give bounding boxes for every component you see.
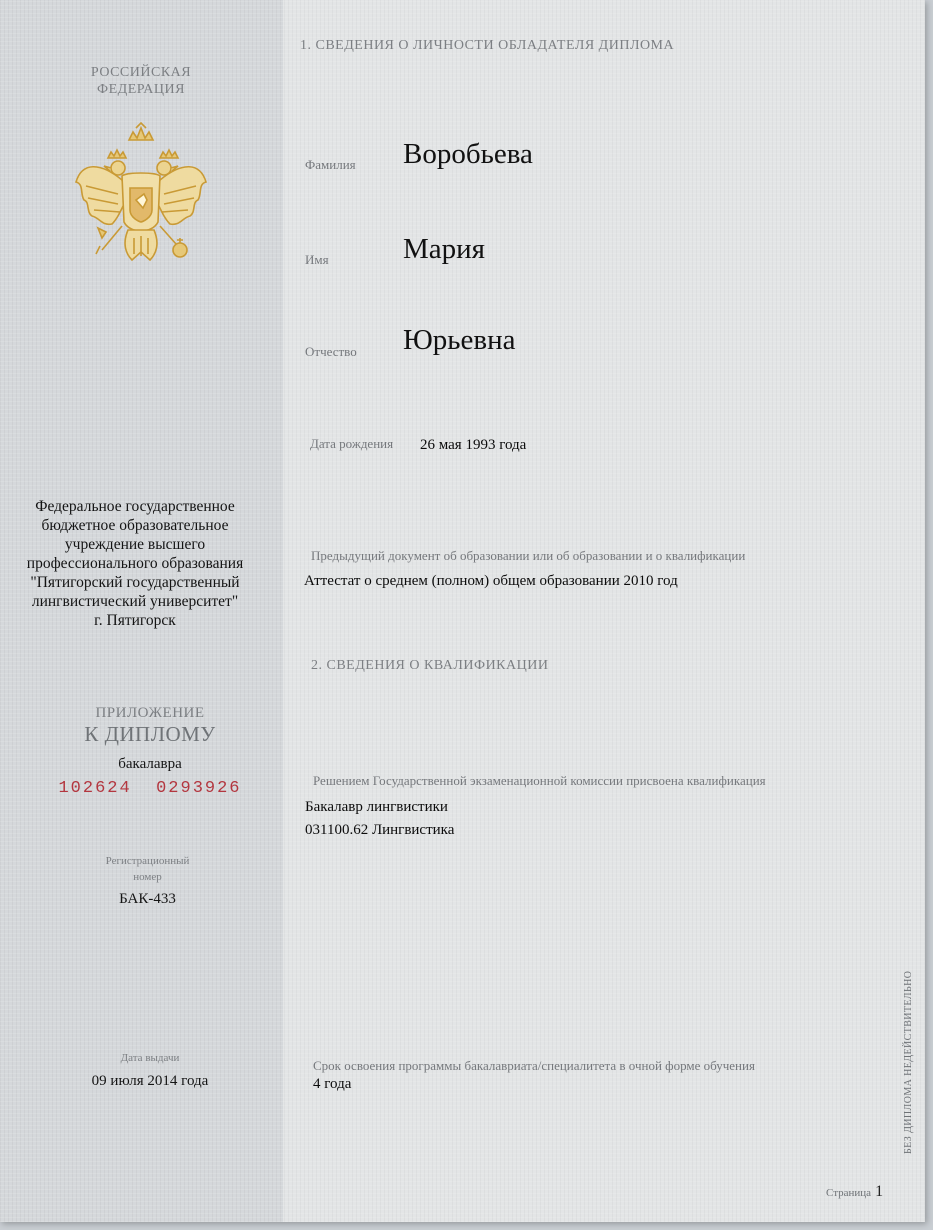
page-indicator	[826, 1183, 883, 1201]
previous-document-value: Аттестат о среднем (полном) общем образовании 2010 год	[304, 573, 678, 589]
serial-number: 102624 0293926	[58, 779, 242, 798]
birth-date-value: 26 мая 1993 года	[420, 437, 527, 453]
registration-label	[60, 853, 235, 885]
surname-label: Фамилия	[305, 157, 356, 172]
specialty-value: 031100.62 Лингвистика	[305, 822, 455, 838]
country-line-2: ФЕДЕРАЦИЯ	[97, 82, 185, 97]
patronymic-value: Юрьевна	[403, 324, 516, 356]
qualification-value: Бакалавр лингвистики	[305, 799, 448, 815]
institution-line: профессионального образования	[26, 555, 244, 572]
appendix-line-2: К ДИПЛОМУ	[84, 722, 216, 746]
institution-line: г. Пятигорск	[94, 612, 176, 629]
institution-line: "Пятигорский государственный	[30, 574, 240, 591]
registration-label-line-2: номер	[133, 871, 162, 883]
section-1-heading: 1. СВЕДЕНИЯ О ЛИЧНОСТИ ОБЛАДАТЕЛЯ ДИПЛОМА	[300, 38, 675, 53]
institution-name	[0, 497, 270, 630]
institution-line: бюджетное образовательное	[41, 517, 229, 534]
patronymic-label: Отчество	[305, 344, 357, 359]
degree-level: бакалавра	[118, 756, 182, 772]
institution-line: Федеральное государственное	[35, 498, 235, 515]
appendix-title	[60, 704, 240, 746]
country-name	[60, 64, 222, 98]
study-duration-value: 4 года	[313, 1076, 352, 1092]
validity-note: БЕЗ ДИПЛОМА НЕДЕЙСТВИТЕЛЬНО	[903, 970, 914, 1154]
name-label: Имя	[305, 252, 329, 267]
previous-document-label: Предыдущий документ об образовании или об образовании и о квалификации	[311, 548, 746, 563]
issue-date-label: Дата выдачи	[120, 1052, 180, 1064]
institution-line: лингвистический университет"	[31, 593, 239, 610]
qualification-decision-label: Решением Государственной экзаменационной комиссии присвоена квалификация	[313, 773, 766, 788]
institution-line: учреждение высшего	[64, 536, 206, 553]
registration-number: БАК-433	[119, 891, 176, 907]
birth-date-label: Дата рождения	[310, 436, 394, 451]
issue-date: 09 июля 2014 года	[91, 1073, 209, 1089]
country-line-1: РОССИЙСКАЯ	[90, 65, 192, 80]
surname-value: Воробьева	[403, 138, 533, 170]
registration-label-line-1: Регистрационный	[105, 855, 190, 867]
study-duration-label: Срок освоения программы бакалавриата/специалитета в очной форме обучения	[313, 1058, 755, 1073]
coat-of-arms-icon	[70, 122, 212, 280]
page-label: Страница	[826, 1187, 872, 1199]
name-value: Мария	[403, 233, 486, 265]
appendix-line-1: ПРИЛОЖЕНИЕ	[95, 705, 205, 721]
section-2-heading: 2. СВЕДЕНИЯ О КВАЛИФИКАЦИИ	[311, 658, 549, 673]
page-number: 1	[875, 1183, 884, 1200]
